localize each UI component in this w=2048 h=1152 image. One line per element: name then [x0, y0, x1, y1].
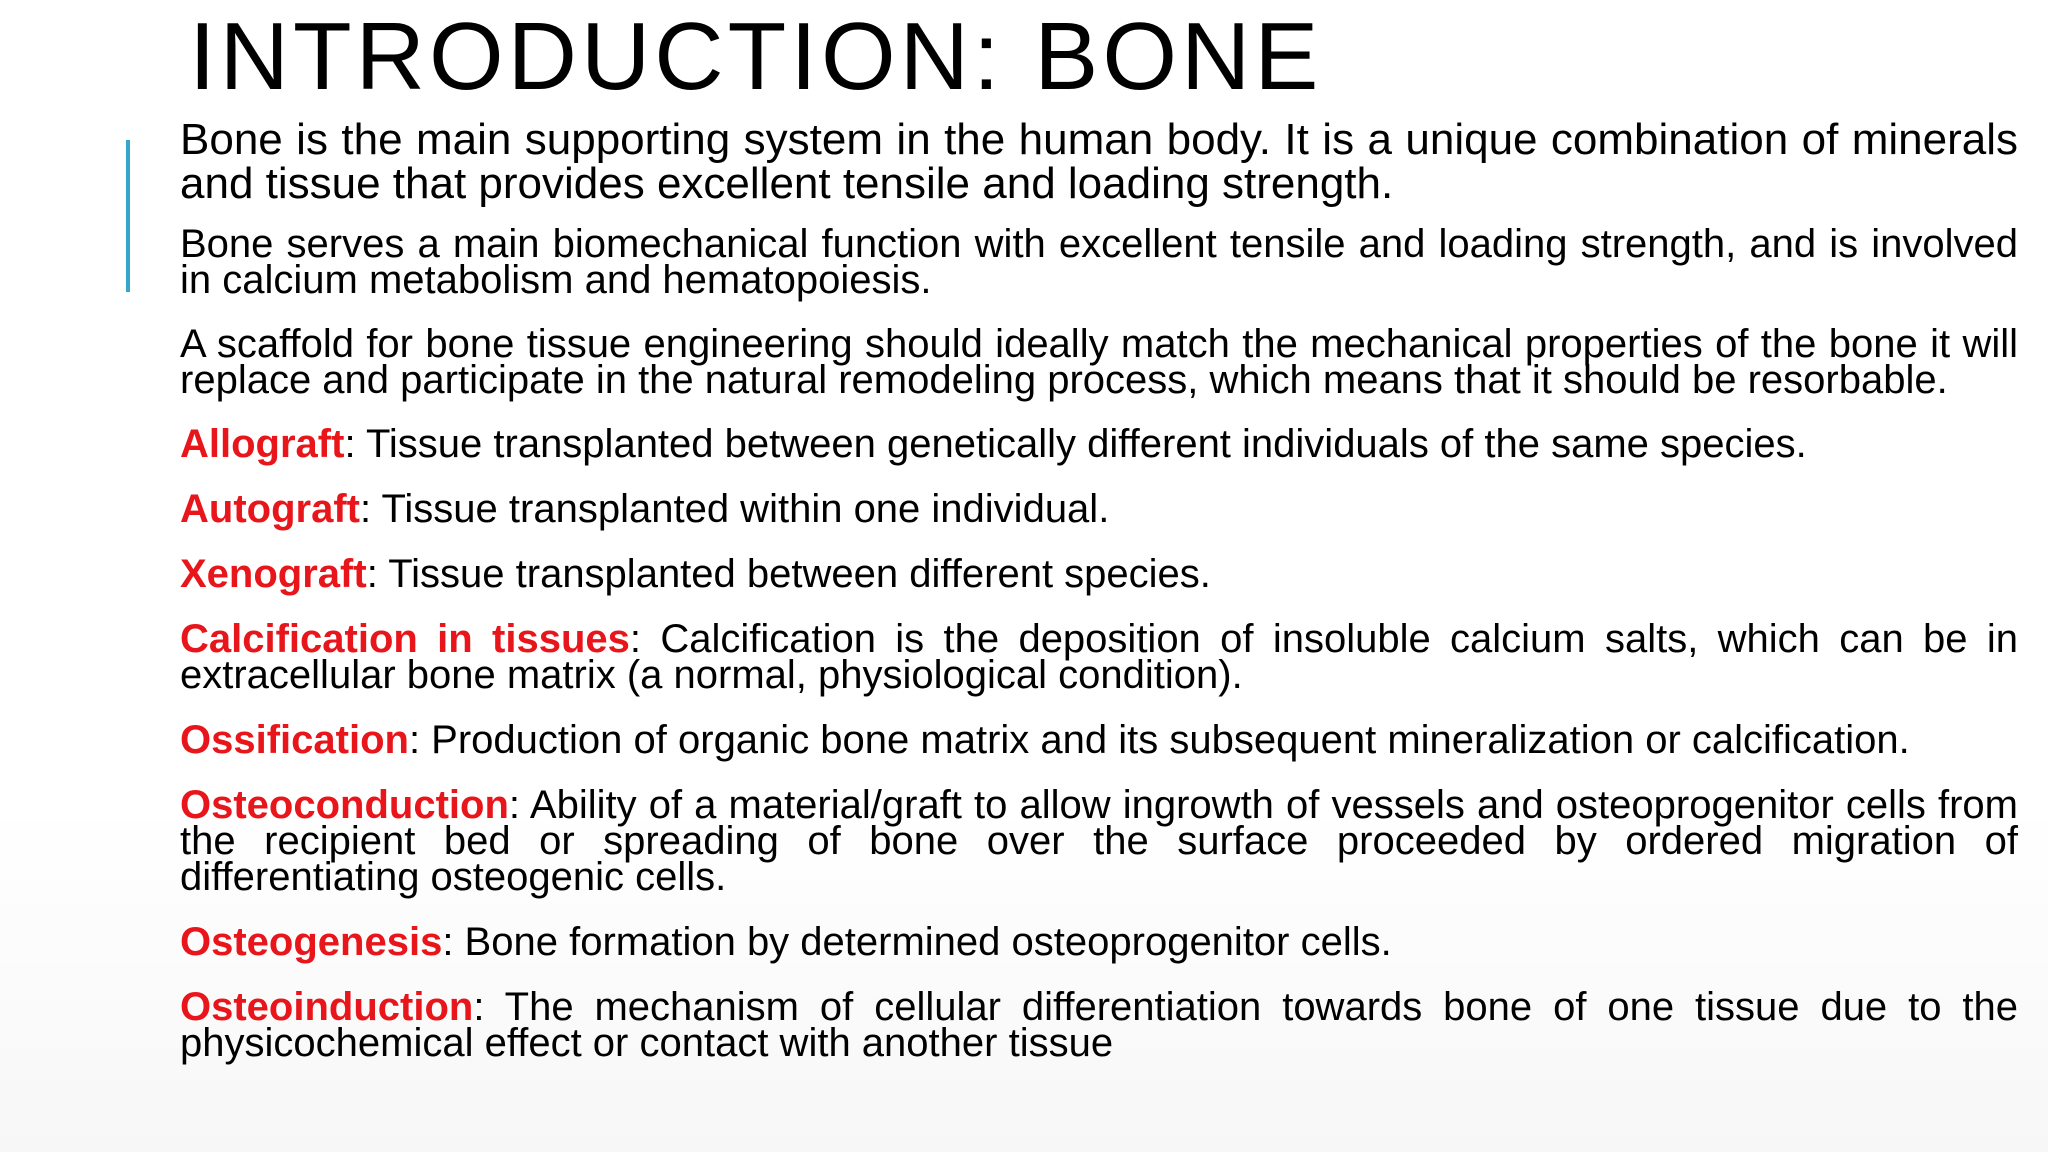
term-allograft: Allograft	[180, 422, 345, 466]
definition-text: : Calcification is the deposition of insoluble calcium salts, which can be in extracellular bone matrix (a normal, physiological condition).	[180, 617, 2018, 697]
scaffold-paragraph: A scaffold for bone tissue engineering should ideally match the mechanical properties of the bone it will replace and participate in the natural remodeling process, which means that it should be resorbable.	[180, 322, 2018, 402]
definition-xenograft	[180, 552, 2018, 596]
definition-text: : Tissue transplanted within one individual.	[359, 487, 1110, 531]
definition-osteoconduction	[180, 783, 2018, 899]
term-calcification: Calcification in tissues	[180, 617, 630, 661]
definition-osteoinduction	[180, 985, 2018, 1065]
definition-allograft	[180, 422, 2018, 466]
definition-text: : Tissue transplanted between different species.	[366, 552, 1211, 596]
term-ossification: Ossification	[180, 718, 409, 762]
definition-ossification	[180, 718, 2018, 762]
definition-text: : Production of organic bone matrix and its subsequent mineralization or calcification.	[408, 718, 1910, 762]
term-autograft: Autograft	[180, 487, 360, 531]
definition-osteogenesis	[180, 920, 2018, 964]
slide-title: INTRODUCTION: BONE	[189, 3, 1323, 110]
definition-text: : Ability of a material/graft to allow ingrowth of vessels and osteoprogenitor cells from the recipient bed or spreading of bone over the surface proceeded by ordered migration of differentiating osteogenic cells.	[180, 783, 2018, 899]
term-xenograft: Xenograft	[180, 552, 367, 596]
definition-text: : Bone formation by determined osteoprogenitor cells.	[442, 920, 1392, 964]
intro-paragraph: Bone is the main supporting system in the human body. It is a unique combination of minerals and tissue that provides excellent tensile and loading strength.	[180, 115, 2018, 208]
definition-autograft	[180, 487, 2018, 531]
function-paragraph: Bone serves a main biomechanical function with excellent tensile and loading strength, and is involved in calcium metabolism and hematopoiesis.	[180, 222, 2018, 302]
term-osteoinduction: Osteoinduction	[180, 985, 474, 1029]
accent-bar	[126, 140, 130, 292]
term-osteogenesis: Osteogenesis	[180, 920, 443, 964]
definition-calcification	[180, 617, 2018, 697]
slide-body	[180, 115, 2018, 1090]
term-osteoconduction: Osteoconduction	[180, 783, 509, 827]
definition-text: : Tissue transplanted between genetically different individuals of the same species.	[344, 422, 1807, 466]
definition-text: : The mechanism of cellular differentiation towards bone of one tissue due to the physicochemical effect or contact with another tissue	[180, 985, 2018, 1065]
